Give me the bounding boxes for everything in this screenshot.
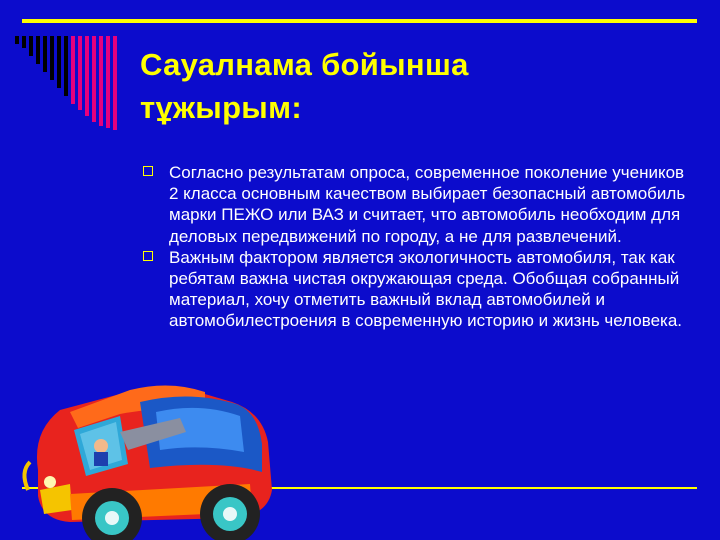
bullet-list bbox=[140, 162, 688, 332]
bullet-text-1: Согласно результатам опроса, современное поколение учеников 2 класса основным качеством выбирает безопасный автомобиль марки ПЕЖО или ВАЗ и считает, что автомобиль необходим для деловых передвижений по городу, а не для развлечений. bbox=[169, 163, 686, 246]
striped-bars-decoration bbox=[0, 0, 140, 130]
slide-title-line-2: тұжырым: bbox=[140, 90, 302, 125]
slide-title-line-1: Сауалнама бойынша bbox=[140, 47, 469, 82]
bullet-item-2 bbox=[140, 247, 688, 332]
square-bullet-icon bbox=[143, 251, 153, 261]
square-bullet-icon bbox=[143, 166, 153, 176]
bullet-text-2: Важным фактором является экологичность автомобиля, так как ребятам важна чистая окружающая среда. Обобщая собранный материал, хочу отметить важный вклад автомобилей и автомобилестроения в современную историю и жизнь человека. bbox=[169, 247, 683, 331]
bullet-item-1 bbox=[140, 162, 688, 247]
slide-title bbox=[140, 43, 660, 129]
toy-truck-illustration bbox=[0, 372, 300, 540]
